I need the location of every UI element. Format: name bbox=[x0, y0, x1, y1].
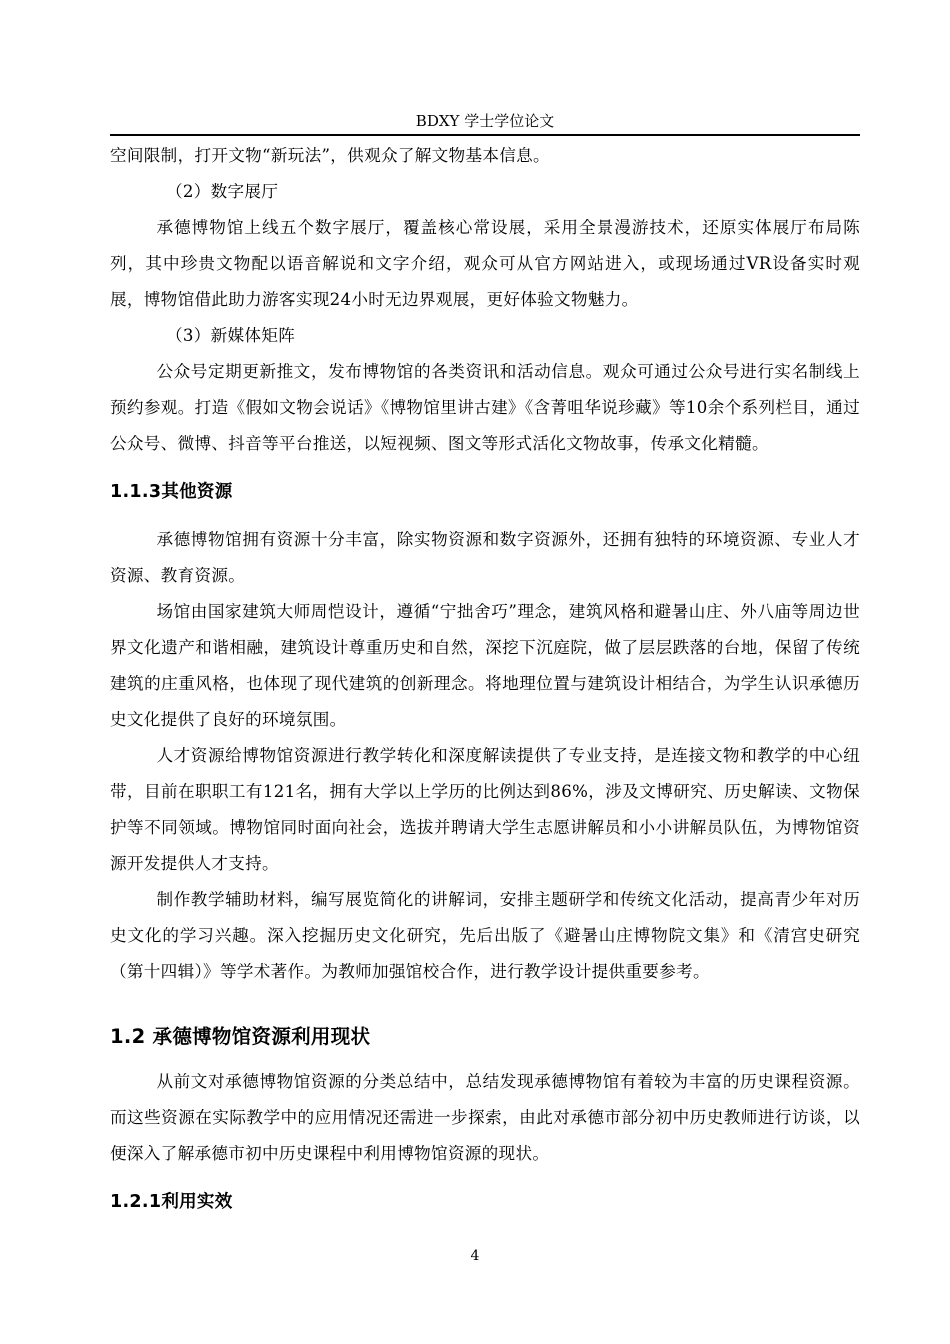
subsection-title-digital-hall: （2）数字展厅 bbox=[166, 182, 279, 201]
page-body bbox=[110, 138, 860, 1232]
paragraph-teaching-materials: 制作教学辅助材料，编写展览简化的讲解词，安排主题研学和传统文化活动，提高青少年对历史文化的学习兴趣。深入挖掘历史文化研究，先后出版了《避暑山庄博物院文集》和《清宫史研究（第十四辑）》等学术著作。为教师加强馆校合作，进行教学设计提供重要参考。 bbox=[110, 890, 860, 981]
section-heading-1-2: 1.2 承德博物馆资源利用现状 bbox=[110, 1025, 371, 1048]
section-heading-1-1-3: 1.1.3其他资源 bbox=[110, 482, 233, 502]
paragraph-other-resources: 承德博物馆拥有资源十分丰富，除实物资源和数字资源外，还拥有独特的环境资源、专业人才资源、教育资源。 bbox=[110, 530, 860, 585]
paragraph-usage-status: 从前文对承德博物馆资源的分类总结中，总结发现承德博物馆有着较为丰富的历史课程资源。而这些资源在实际教学中的应用情况还需进一步探索，由此对承德市部分初中历史教师进行访谈，以便深入了解承德市初中历史课程中利用博物馆资源的现状。 bbox=[110, 1072, 860, 1163]
running-header: BDXY 学士学位论文 bbox=[415, 112, 555, 130]
paragraph-continued: 空间限制，打开文物“新玩法”，供观众了解文物基本信息。 bbox=[110, 146, 550, 165]
paragraph-digital-hall: 承德博物馆上线五个数字展厅，覆盖核心常设展，采用全景漫游技术，还原实体展厅布局陈列，其中珍贵文物配以语音解说和文字介绍，观众可从官方网站进入，或现场通过VR设备实时观展，博物馆借此助力游客实现24小时无边界观展，更好体验文物魅力。 bbox=[110, 218, 860, 309]
paragraph-talent: 人才资源给博物馆资源进行教学转化和深度解读提供了专业支持，是连接文物和教学的中心纽带，目前在职职工有121名，拥有大学以上学历的比例达到86%，涉及文博研究、历史解读、文物保护等不同领域。博物馆同时面向社会，选拔并聘请大学生志愿讲解员和小小讲解员队伍，为博物馆资源开发提供人才支持。 bbox=[110, 746, 860, 873]
header-rule bbox=[110, 134, 860, 136]
section-heading-1-2-1: 1.2.1利用实效 bbox=[110, 1192, 233, 1212]
page-number: 4 bbox=[470, 1248, 480, 1264]
paragraph-new-media: 公众号定期更新推文，发布博物馆的各类资讯和活动信息。观众可通过公众号进行实名制线上预约参观。打造《假如文物会说话》《博物馆里讲古建》《含菁咀华说珍藏》等10余个系列栏目，通过公众号、微博、抖音等平台推送，以短视频、图文等形式活化文物故事，传承文化精髓。 bbox=[110, 362, 860, 453]
subsection-title-new-media: （3）新媒体矩阵 bbox=[166, 326, 296, 345]
paragraph-architecture: 场馆由国家建筑大师周恺设计，遵循“宁拙舍巧”理念，建筑风格和避暑山庄、外八庙等周边世界文化遗产和谐相融，建筑设计尊重历史和自然，深挖下沉庭院，做了层层跌落的台地，保留了传统建筑的庄重风格，也体现了现代建筑的创新理念。将地理位置与建筑设计相结合，为学生认识承德历史文化提供了良好的环境氛围。 bbox=[110, 602, 860, 729]
